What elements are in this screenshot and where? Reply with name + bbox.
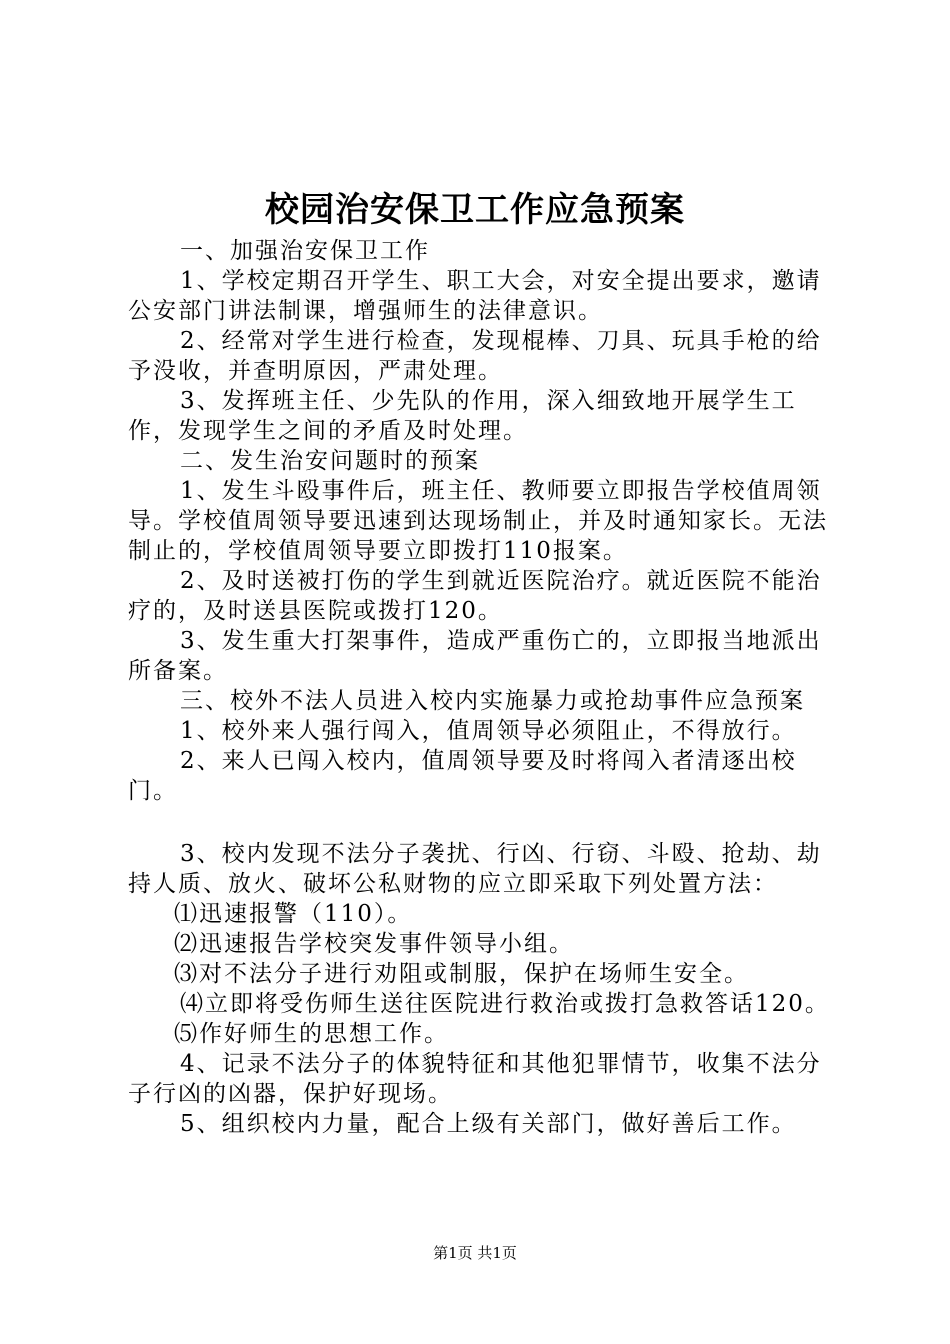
paragraph: 5、组织校内力量，配合上级有关部门，做好善后工作。 — [180, 1111, 797, 1137]
paragraph: 3、发挥班主任、少先队的作用，深入细致地开展学生工作，发现学生之间的矛盾及时处理。 — [128, 388, 797, 444]
paragraph: 1、学校定期召开学生、职工大会，对安全提出要求，邀请公安部门讲法制课，增强师生的法律意识。 — [128, 268, 822, 324]
paragraph: 2、来人已闯入校内，值周领导要及时将闯入者清逐出校门。 — [128, 748, 797, 804]
blank-line — [128, 806, 834, 839]
document-body — [128, 236, 834, 1139]
list-item: ⑴迅速报警（110）。 — [174, 901, 413, 927]
section-heading-3: 三、校外不法人员进入校内实施暴力或抢劫事件应急预案 — [180, 688, 805, 714]
list-item: ⑵迅速报告学校突发事件领导小组。 — [174, 931, 574, 957]
page-number-footer: 第1页 共1页 — [433, 1244, 517, 1262]
section-heading-2: 二、发生治安问题时的预案 — [180, 448, 480, 474]
paragraph: 1、校外来人强行闯入，值周领导必须阻止，不得放行。 — [180, 718, 797, 744]
paragraph: 3、校内发现不法分子袭扰、行凶、行窃、斗殴、抢劫、劫持人质、放火、破坏公私财物的应立即采取下列处置方法： — [128, 841, 822, 897]
document-title: 校园治安保卫工作应急预案 — [265, 190, 685, 230]
list-item: ⑸作好师生的思想工作。 — [174, 1021, 449, 1047]
paragraph: 2、经常对学生进行检查，发现棍棒、刀具、玩具手枪的给予没收，并查明原因，严肃处理。 — [128, 328, 822, 384]
list-item: ⑷立即将受伤师生送往医院进行救治或拨打急救答话120。 — [180, 991, 830, 1017]
paragraph: 2、及时送被打伤的学生到就近医院治疗。就近医院不能治疗的，及时送县医院或拨打120。 — [128, 568, 822, 624]
paragraph: 3、发生重大打架事件，造成严重伤亡的，立即报当地派出所备案。 — [128, 628, 822, 684]
list-item: ⑶对不法分子进行劝阻或制服，保护在场师生安全。 — [174, 961, 749, 987]
paragraph: 1、发生斗殴事件后，班主任、教师要立即报告学校值周领导。学校值周领导要迅速到达现场制止，并及时通知家长。无法制止的，学校值周领导要立即拨打110报案。 — [128, 478, 828, 564]
section-heading-1: 一、加强治安保卫工作 — [180, 238, 430, 264]
paragraph: 4、记录不法分子的体貌特征和其他犯罪情节，收集不法分子行凶的凶器，保护好现场。 — [128, 1051, 822, 1107]
